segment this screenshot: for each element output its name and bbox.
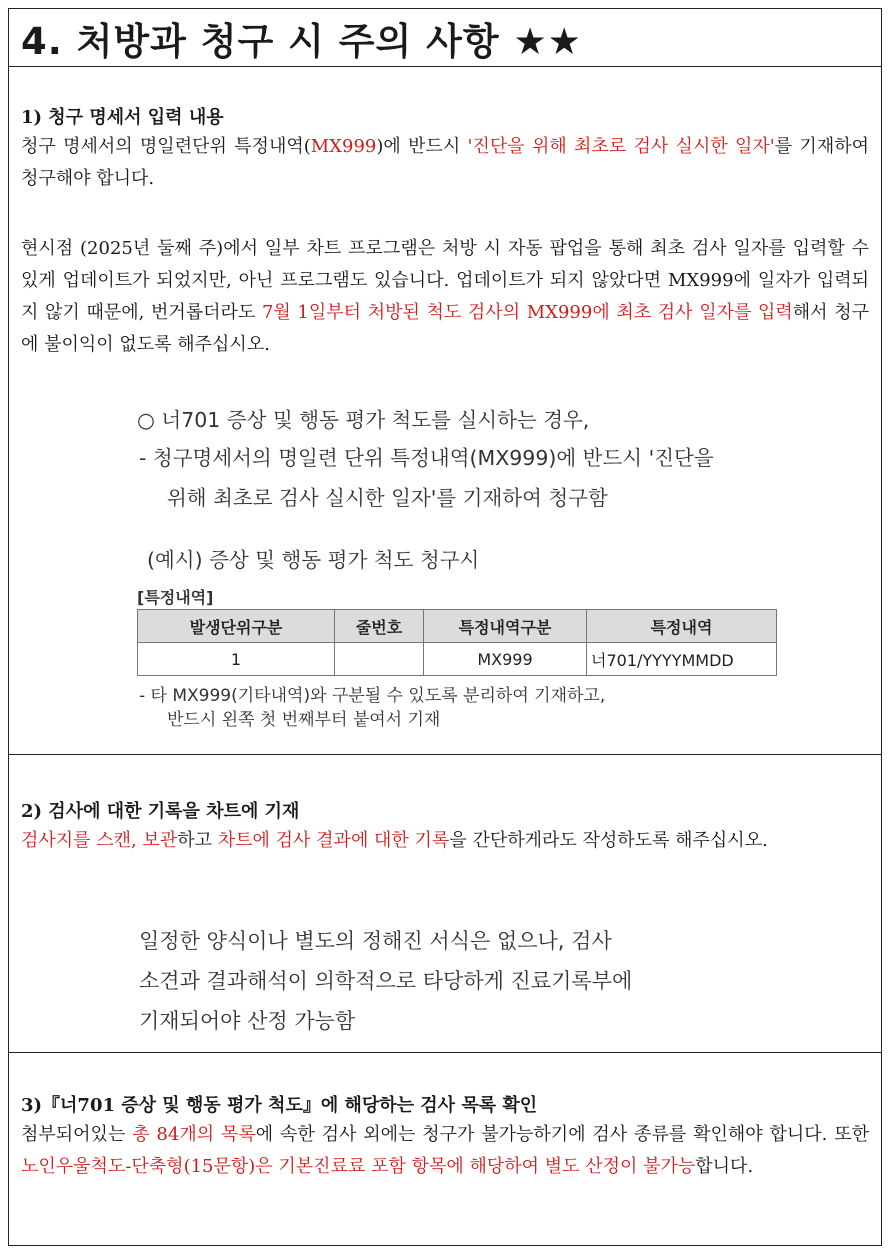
- title-bar: [9, 9, 881, 67]
- section1-paragraph2: 현시점 (2025년 둘째 주)에서 일부 차트 프로그램은 처방 시 자동 팝업을 통해 최초 검사 일자를 입력할 수 있게 업데이트가 되었지만, 아닌 프로그램도 있습니다. 업데이트가 되지 않았다면 MX999에 일자가 입력되지 않기 때문에, 번거롭더라도 7월 1일부터 처방된 척도 검사의 MX999에 최초 검사 일자를 입력해서 청구에 불이익이 없도록 해주십시오.: [21, 238, 869, 355]
- table-cell: [335, 643, 424, 676]
- section2-paragraph: 검사지를 스캔, 보관하고 차트에 검사 결과에 대한 기록을 간단하게라도 작성하도록 해주십시오.: [21, 830, 768, 851]
- excerpt-dash-line-1: - 청구명세서의 명일련 단위 특정내역(MX999)에 반드시 '진단을: [139, 446, 714, 470]
- table-header-cell: 특정내역: [587, 610, 777, 643]
- section-test-list: [9, 1053, 881, 1247]
- table-header-cell: 특정내역구분: [424, 610, 587, 643]
- table-row: [138, 643, 777, 676]
- excerpt2-line: 일정한 양식이나 별도의 정해진 서식은 없으나, 검사: [139, 929, 612, 953]
- document-frame: [8, 8, 882, 1246]
- excerpt-bullet: ○ 너701 증상 및 행동 평가 척도를 실시하는 경우,: [137, 408, 590, 432]
- section-billing-input: [9, 67, 881, 755]
- section3-paragraph: 첨부되어있는 총 84개의 목록에 속한 검사 외에는 청구가 불가능하기에 검사 종류를 확인해야 합니다. 또한 노인우울척도-단축형(15문항)은 기본진료료 포함 항목에 해당하여 별도 산정이 불가능합니다.: [21, 1124, 869, 1177]
- regulation-excerpt-1: [9, 67, 881, 754]
- regulation-excerpt-2: [9, 755, 881, 1052]
- section2-heading: 2) 검사에 대한 기록을 차트에 기재: [21, 801, 300, 822]
- table-header-row: [138, 610, 777, 643]
- table-header-cell: 줄번호: [335, 610, 424, 643]
- section1-paragraph1: 청구 명세서의 명일련단위 특정내역(MX999)에 반드시 '진단을 위해 최초로 검사 실시한 일자'를 기재하여 청구해야 합니다.: [21, 136, 869, 189]
- table-cell: MX999: [424, 643, 587, 676]
- excerpt-example-label: (예시) 증상 및 행동 평가 척도 청구시: [147, 548, 480, 572]
- excerpt-note-line-1: - 타 MX999(기타내역)와 구분될 수 있도록 분리하여 기재하고,: [139, 686, 606, 706]
- excerpt-note-line-2: 반드시 왼쪽 첫 번째부터 붙여서 기재: [167, 710, 441, 730]
- excerpt2-line: 기재되어야 산정 가능함: [139, 1009, 356, 1033]
- section1-heading: 1) 청구 명세서 입력 내용: [21, 107, 224, 128]
- excerpt-dash-line-2: 위해 최초로 검사 실시한 일자'를 기재하여 청구함: [167, 486, 608, 510]
- table-header-cell: 발생단위구분: [138, 610, 335, 643]
- table-cell: 너701/YYYYMMDD: [587, 643, 777, 676]
- section3-heading: 3)『너701 증상 및 행동 평가 척도』에 해당하는 검사 목록 확인: [21, 1095, 538, 1116]
- section-chart-record: [9, 755, 881, 1053]
- page-title: 4. 처방과 청구 시 주의 사항 ★★: [21, 19, 582, 63]
- table-cell: 1: [138, 643, 335, 676]
- specific-details-table: [137, 609, 777, 676]
- table-caption: [특정내역]: [137, 588, 214, 607]
- excerpt2-line: 소견과 결과해석이 의학적으로 타당하게 진료기록부에: [139, 969, 633, 993]
